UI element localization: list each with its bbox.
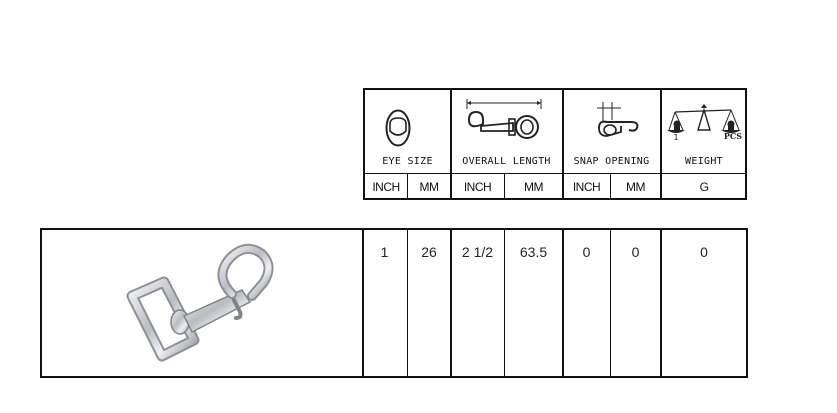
overall-length-mm-value: 63.5 <box>519 244 548 260</box>
unit-eye-inch: INCH <box>372 180 400 194</box>
snap-opening-inch-value: 0 <box>582 244 591 260</box>
weight-g-value: 0 <box>700 244 708 260</box>
unit-opening-mm: MM <box>626 180 645 194</box>
overall-length-inch-value: 2 1/2 <box>461 244 494 260</box>
eye-size-mm-value: 26 <box>421 244 437 260</box>
eye-size-inch-value: 1 <box>380 244 389 260</box>
snap-opening-mm-value: 0 <box>631 244 640 260</box>
unit-length-mm: MM <box>524 180 543 194</box>
weight-label: WEIGHT <box>685 156 723 167</box>
product-row <box>40 228 748 378</box>
overall-length-label: OVERALL LENGTH <box>462 156 551 167</box>
scale-left-label: 1 <box>673 133 679 142</box>
unit-weight-g: G <box>699 180 709 194</box>
unit-eye-mm: MM <box>419 180 439 194</box>
spec-header-table <box>363 88 747 200</box>
unit-opening-inch: INCH <box>572 180 601 194</box>
unit-length-inch: INCH <box>463 180 492 194</box>
eye-size-label: EYE SIZE <box>382 156 433 167</box>
snap-opening-label: SNAP OPENING <box>573 156 650 167</box>
scale-right-label: PCS <box>723 131 743 141</box>
swivel-snap-hook-icon <box>122 238 292 383</box>
